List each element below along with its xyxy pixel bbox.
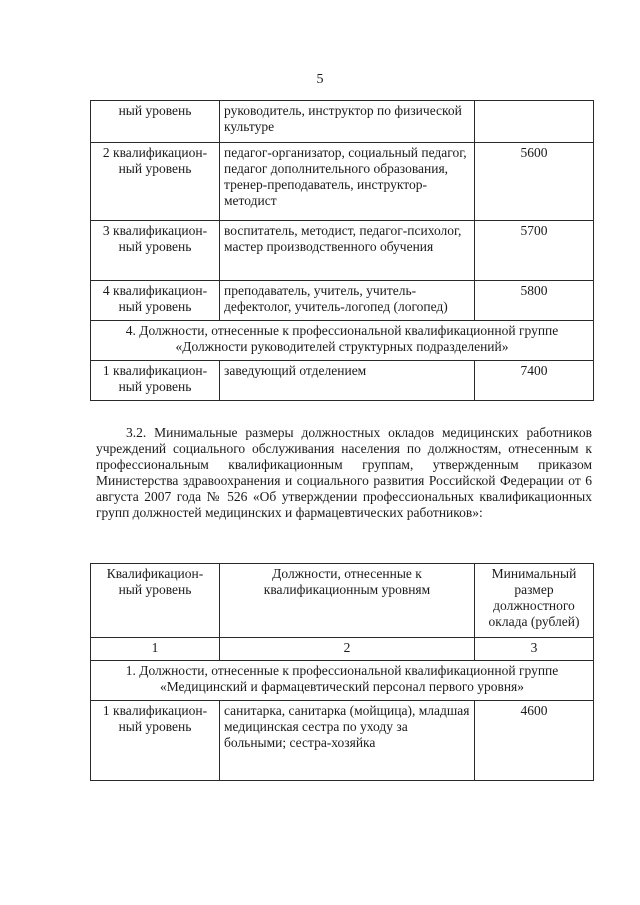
salary-cell: 5800 [475, 281, 594, 321]
table-row [91, 281, 594, 321]
positions-cell: заведующий отделением [220, 361, 475, 401]
column-number: 1 [91, 638, 220, 661]
salary-cell: 4600 [475, 701, 594, 781]
level-cell: ный уровень [91, 101, 220, 143]
level-cell: 3 квалификацион-ный уровень [91, 221, 220, 281]
table-row [91, 101, 594, 143]
table-row [91, 143, 594, 221]
column-numbers-row [91, 638, 594, 661]
salary-value: 5600 [520, 145, 548, 160]
level-cell: 1 квалификацион-ный уровень [91, 361, 220, 401]
level-cell: 4 квалификацион-ный уровень [91, 281, 220, 321]
section-header-row [91, 661, 594, 701]
column-number: 3 [475, 638, 594, 661]
positions-cell: руководитель, инструктор по физической культуре [220, 101, 475, 143]
salary-cell: 5700 [475, 221, 594, 281]
paragraph-text: 3.2. Минимальные размеры должностных окладов медицинских работников учреждений социального обслуживания населения по должностям, отнесенным к профессиональным квалификационным группам, утвержденным приказом Министерства здравоохранения и социального развития Российской Федерации от 6 августа 2007 года № 526 «Об утверждении профессиональных квалификационных групп должностей медицинских и фармацевтических работников»: [96, 425, 592, 520]
section-header: 4. Должности, отнесенные к профессиональной квалификационной группе «Должности руководителей структурных подразделений» [91, 321, 594, 361]
level-cell: 1 квалификацион-ный уровень [91, 701, 220, 781]
positions-cell: педагог-организатор, социальный педагог, педагог дополнительного образования, тренер-преподаватель, инструктор-методист [220, 143, 475, 221]
header-level: Квалификацион-ный уровень [91, 564, 220, 638]
positions-cell: воспитатель, методист, педагог-психолог, мастер производственного обучения [220, 221, 475, 281]
salary-table-continued [90, 100, 594, 401]
positions-cell: санитарка, санитарка (мойщица), младшая медицинская сестра по уходу за больными; сестра-хозяйка [220, 701, 475, 781]
header-positions: Должности, отнесенные к квалификационным уровням [220, 564, 475, 638]
page-number: 5 [316, 72, 324, 87]
table-row [91, 701, 594, 781]
medical-salary-table [90, 563, 594, 781]
table-row [91, 221, 594, 281]
salary-cell [475, 143, 594, 221]
table-header-row [91, 564, 594, 638]
salary-cell [475, 101, 594, 143]
level-cell: 2 квалификацион-ный уровень [91, 143, 220, 221]
section-header: 1. Должности, отнесенные к профессиональной квалификационной группе «Медицинский и фармацевтический персонал первого уровня» [91, 661, 594, 701]
header-salary: Минимальный размер должностного оклада (рублей) [475, 564, 594, 638]
table-row [91, 361, 594, 401]
paragraph-3-2 [96, 425, 592, 521]
column-number: 2 [220, 638, 475, 661]
section-header-row [91, 321, 594, 361]
positions-cell: преподаватель, учитель, учитель-дефектолог, учитель-логопед (логопед) [220, 281, 475, 321]
salary-cell: 7400 [475, 361, 594, 401]
